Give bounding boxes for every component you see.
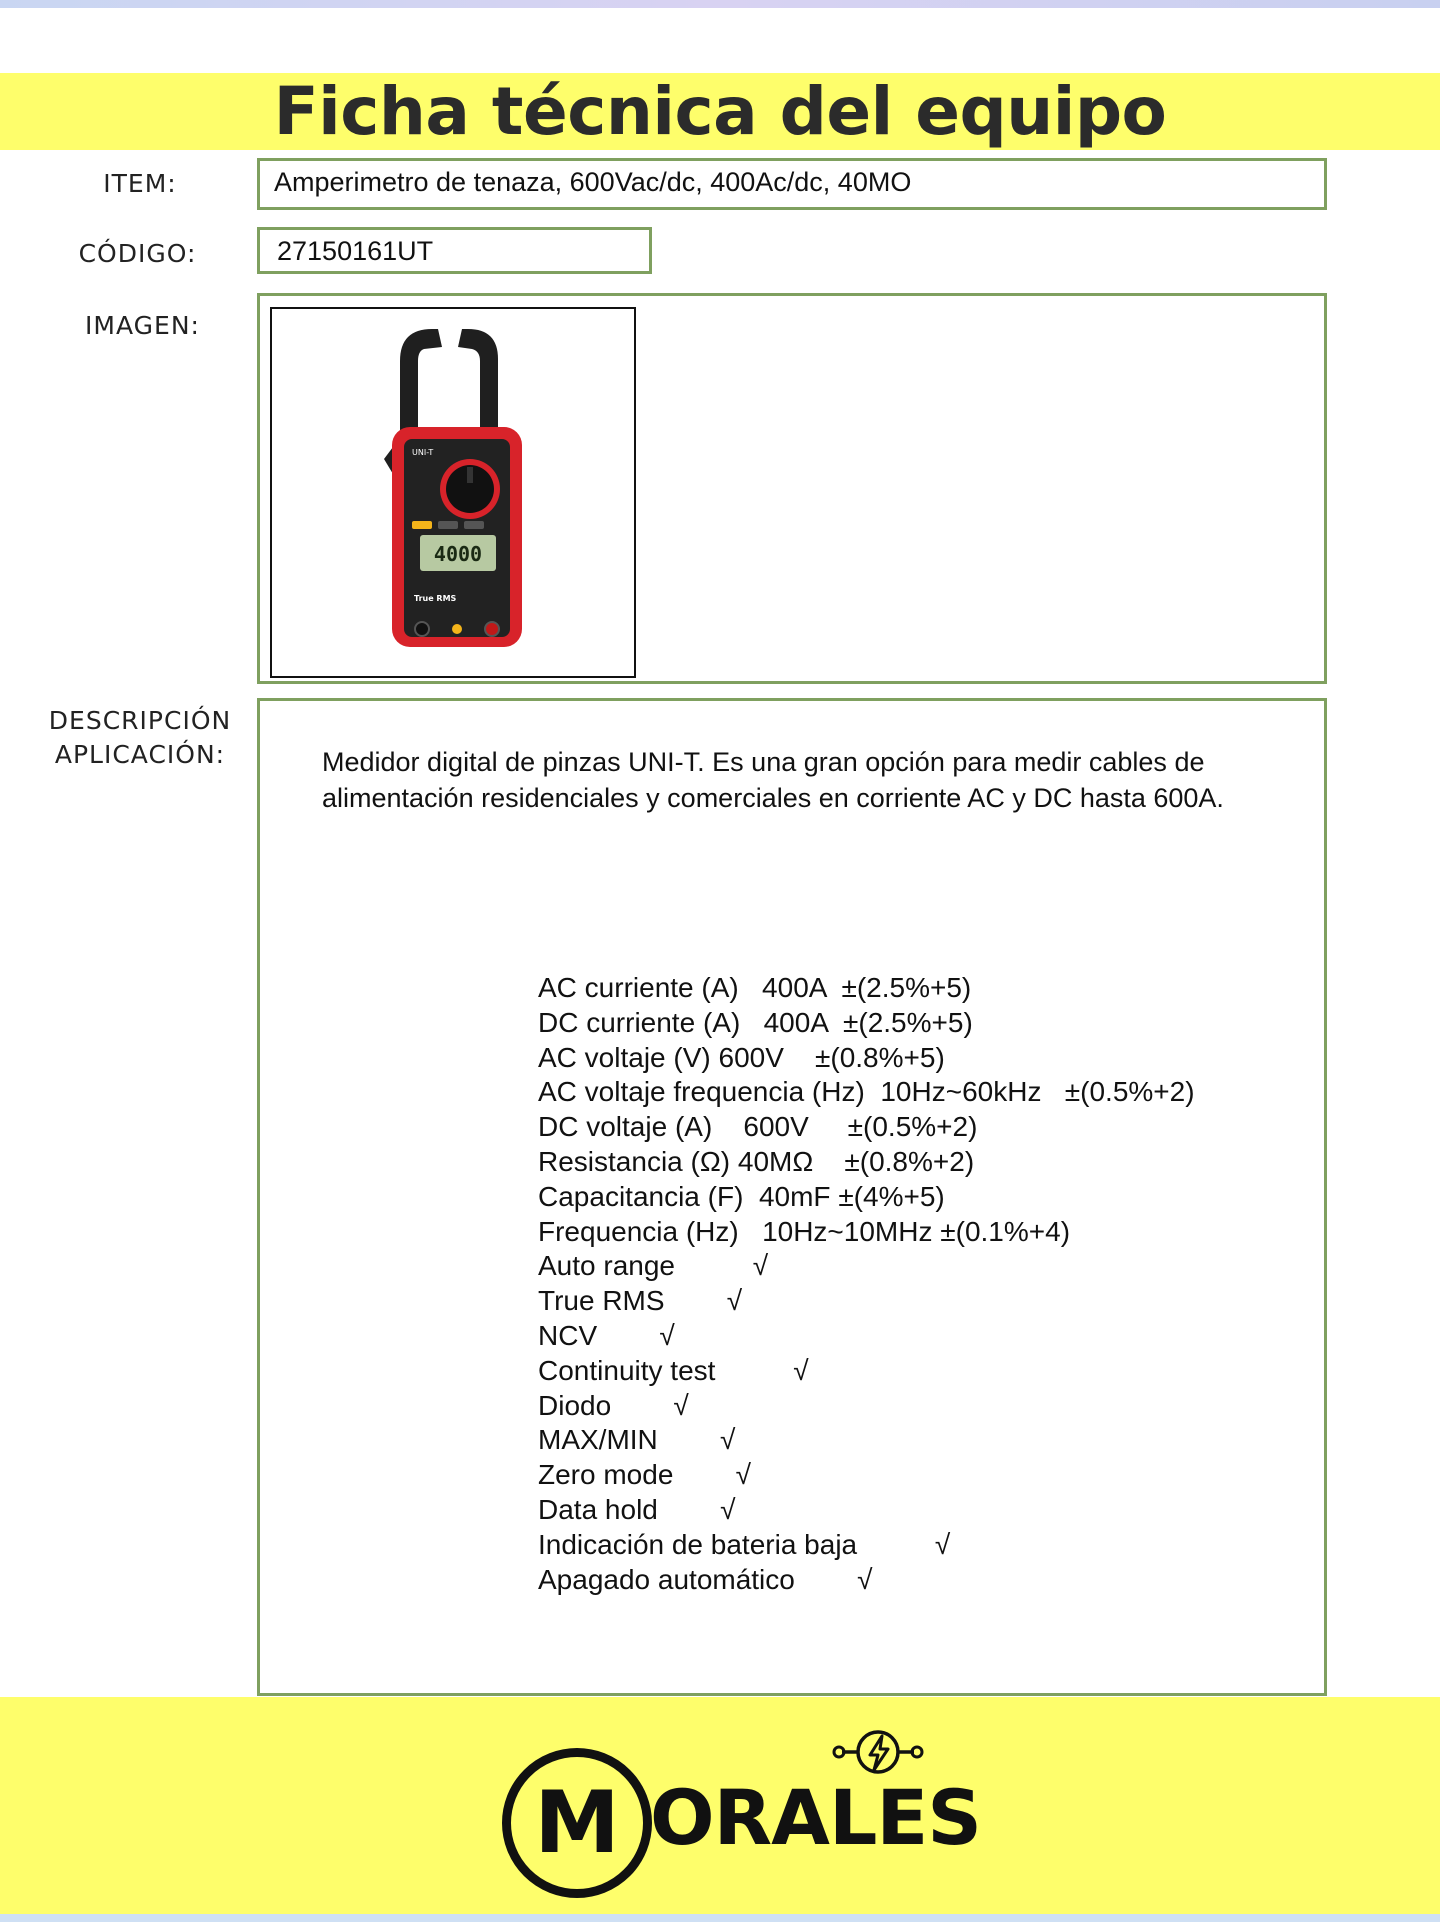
jack-com xyxy=(415,622,429,636)
clamp-meter-image xyxy=(272,309,634,676)
clamp-jaw xyxy=(400,329,442,439)
meter-button-2 xyxy=(438,521,458,529)
bottom-accent-strip xyxy=(0,1914,1440,1922)
spec-item: AC voltaje frequencia (Hz) 10Hz~60kHz ±(0.5%+2) xyxy=(538,1076,1195,1108)
spec-item: Frequencia (Hz) 10Hz~10MHz ±(0.1%+4) xyxy=(538,1215,1071,1247)
spec-item: Apagado automático √ xyxy=(538,1563,873,1595)
spec-item: Indicación de bateria baja √ xyxy=(538,1528,951,1560)
spec-item: Zero mode √ xyxy=(538,1459,751,1491)
spec-item: Diodo √ xyxy=(538,1389,689,1421)
spec-item: Capacitancia (F) 40mF ±(4%+5) xyxy=(538,1180,945,1212)
spec-item: DC voltaje (A) 600V ±(0.5%+2) xyxy=(538,1111,978,1143)
page-title: Ficha técnica del equipo xyxy=(273,73,1167,150)
jack-v xyxy=(485,622,499,636)
item-label: ITEM: xyxy=(103,169,177,198)
top-accent-strip xyxy=(0,0,1440,8)
image-label: IMAGEN: xyxy=(85,311,200,340)
spec-item: MAX/MIN √ xyxy=(538,1424,736,1456)
lightning-bolt-icon xyxy=(832,1722,924,1782)
description-label-line1: DESCRIPCIÓN xyxy=(48,706,232,735)
meter-brand: UNI-T xyxy=(412,448,434,457)
spec-item: Auto range √ xyxy=(538,1250,769,1282)
spec-item: NCV √ xyxy=(538,1319,675,1351)
description-label xyxy=(30,704,250,772)
meter-display-reading: 4000 xyxy=(433,542,483,566)
spec-item: Resistancia (Ω) 40MΩ ±(0.8%+2) xyxy=(538,1145,975,1177)
true-rms-badge: True RMS xyxy=(414,594,457,603)
description-text: Medidor digital de pinzas UNI-T. Es una gran opción para medir cables de alimentación residenciales y comerciales en corriente AC y DC hasta 600A. xyxy=(322,747,1224,813)
code-label: CÓDIGO: xyxy=(78,239,197,268)
spec-list xyxy=(538,971,1238,1597)
spec-item: Continuity test √ xyxy=(538,1354,809,1386)
meter-button-3 xyxy=(464,521,484,529)
jack-warning xyxy=(452,624,462,634)
spec-item: Data hold √ xyxy=(538,1493,736,1525)
meter-button-1 xyxy=(412,521,432,529)
logo-text: ORALES xyxy=(650,1773,982,1862)
description-label-line2: APLICACIÓN: xyxy=(54,740,226,769)
logo-m-circle: M xyxy=(502,1748,652,1898)
spec-item: AC curriente (A) 400A ±(2.5%+5) xyxy=(538,972,972,1003)
item-value: Amperimetro de tenaza, 600Vac/dc, 400Ac/dc, 40MO xyxy=(274,167,912,197)
product-image-frame xyxy=(270,307,636,678)
clamp-jaw-right xyxy=(458,329,498,441)
spec-item: DC curriente (A) 400A ±(2.5%+5) xyxy=(538,1006,973,1038)
spec-item: True RMS √ xyxy=(538,1285,743,1317)
code-value: 27150161UT xyxy=(277,236,434,266)
spec-item: AC voltaje (V) 600V ±(0.8%+5) xyxy=(538,1041,945,1073)
